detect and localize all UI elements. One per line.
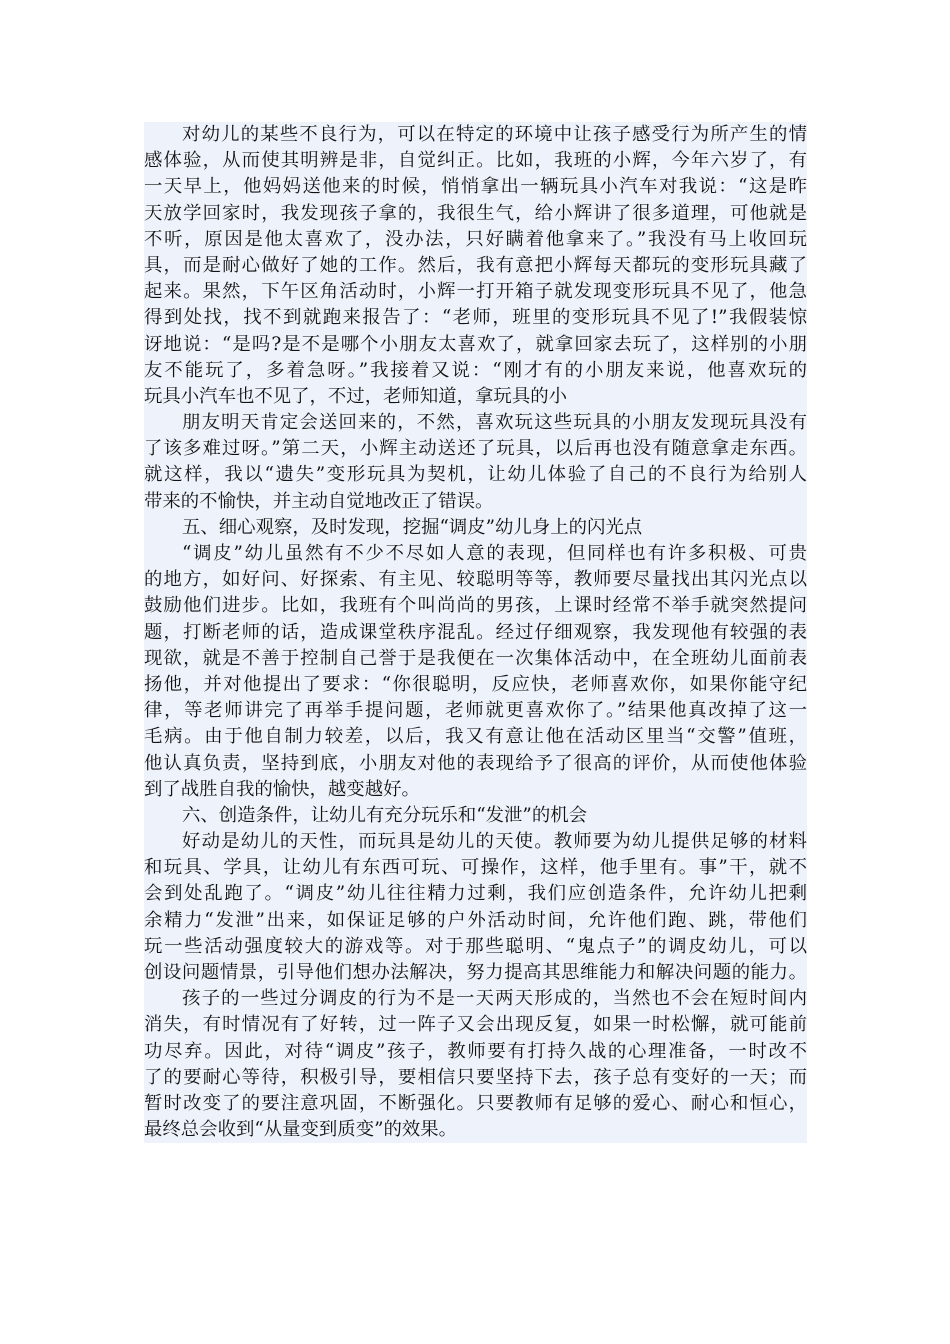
paragraph-line: 会到处乱跑了。“调皮”幼儿往往精力过剩，我们应创造条件，允许幼儿把剩 — [144, 883, 807, 905]
paragraph-line: 消失，有时情况有了好转，过一阵子又会出现反复，如果一时松懈，就可能前 — [144, 1014, 807, 1036]
paragraph-line: 暂时改变了的要注意巩固，不断强化。只要教师有足够的爱心、耐心和恒心， — [144, 1092, 807, 1114]
paragraph-line: 的地方，如好问、好探索、有主见、较聪明等等，教师要尽量找出其闪光点以 — [144, 569, 807, 591]
paragraph-line: 题，打断老师的话，造成课堂秩序混乱。经过仔细观察，我发现他有较强的表 — [144, 621, 807, 643]
paragraph-line: 好动是幼儿的天性，而玩具是幼儿的天使。教师要为幼儿提供足够的材料 — [182, 831, 807, 853]
paragraph-line: “调皮”幼儿虽然有不少不尽如人意的表现，但同样也有许多积极、可贵 — [182, 543, 807, 564]
paragraph-line: 友不能玩了，多着急呀。”我接着又说：“刚才有的小朋友来说，他喜欢玩的 — [144, 359, 807, 381]
article-text-block — [144, 122, 807, 1143]
paragraph-line: 带来的不愉快，并主动自觉地改正了错误。 — [144, 490, 494, 512]
paragraph-line: 他认真负责，坚持到底，小朋友对他的表现给予了很高的评价，从而使他体验 — [144, 752, 807, 774]
paragraph-line: 到了战胜自我的愉快，越变越好。 — [144, 778, 420, 800]
paragraph-line: 和玩具、学具，让幼儿有东西可玩、可操作，这样，他手里有。事”干，就不 — [144, 857, 807, 879]
section-heading-6: 六、创造条件，让幼儿有充分玩乐和“发泄”的机会 — [182, 804, 588, 826]
paragraph-line: 功尽弃。因此，对待“调皮”孩子，教师要有打持久战的心理准备，一时改不 — [144, 1040, 807, 1062]
paragraph-line: 余精力“发泄”出来，如保证足够的户外活动时间，允许他们跑、跳，带他们 — [144, 909, 807, 931]
paragraph-line: 就这样，我以“遗失”变形玩具为契机，让幼儿体验了自己的不良行为给别人 — [144, 464, 807, 486]
paragraph-line: 创设问题情景，引导他们想办法解决，努力提高其思维能力和解决问题的能力。 — [144, 962, 807, 983]
paragraph-line: 朋友明天肯定会送回来的，不然，喜欢玩这些玩具的小朋友发现玩具没有 — [182, 412, 807, 434]
paragraph-line: 讶地说：“是吗?是不是哪个小朋友太喜欢了，就拿回家去玩了，这样别的小朋 — [144, 333, 807, 355]
paragraph-line: 玩一些活动强度较大的游戏等。对于那些聪明、“鬼点子”的调皮幼儿，可以 — [144, 935, 807, 957]
paragraph-line: 对幼儿的某些不良行为，可以在特定的环境中让孩子感受行为所产生的情 — [182, 124, 807, 145]
paragraph-line: 玩具小汽车也不见了，不过，老师知道，拿玩具的小 — [144, 385, 567, 407]
paragraph-line: 律，等老师讲完了再举手提问题，老师就更喜欢你了。”结果他真改掉了这一 — [144, 700, 807, 722]
paragraph-line: 得到处找，找不到就跑来报告了：“老师，班里的变形玩具不见了!”我假装惊 — [144, 307, 807, 329]
paragraph-line: 最终总会收到“从量变到质变”的效果。 — [144, 1119, 458, 1141]
paragraph-line: 了该多难过呀。”第二天，小辉主动送还了玩具，以后再也没有随意拿走东西。 — [144, 438, 807, 460]
paragraph-line: 了的要耐心等待，积极引导，要相信只要坚持下去，孩子总有变好的一天；而 — [144, 1066, 807, 1088]
paragraph-line: 具，而是耐心做好了她的工作。然后，我有意把小辉每天都玩的变形玩具藏了 — [144, 254, 807, 276]
paragraph-line: 现欲，就是不善于控制自己誉于是我便在一次集体活动中，在全班幼儿面前表 — [144, 647, 807, 669]
paragraph-line: 天放学回家时，我发现孩子拿的，我很生气，给小辉讲了很多道理，可他就是 — [144, 202, 807, 224]
paragraph-line: 鼓励他们进步。比如，我班有个叫尚尚的男孩，上课时经常不举手就突然提问 — [144, 595, 807, 617]
paragraph-line: 一天早上，他妈妈送他来的时候，悄悄拿出一辆玩具小汽车对我说：“这是昨 — [144, 176, 807, 198]
paragraph-line: 感体验，从而使其明辨是非，自觉纠正。比如，我班的小辉，今年六岁了，有 — [144, 150, 807, 172]
paragraph-line: 不听，原因是他太喜欢了，没办法，只好瞒着他拿来了。”我没有马上收回玩 — [144, 228, 807, 250]
paragraph-line: 孩子的一些过分调皮的行为不是一天两天形成的，当然也不会在短时间内 — [182, 988, 807, 1010]
paragraph-line: 毛病。由于他自制力较差，以后，我又有意让他在活动区里当“交警”值班， — [144, 726, 807, 748]
section-heading-5: 五、细心观察，及时发现，挖掘“调皮”幼儿身上的闪光点 — [182, 516, 643, 538]
paragraph-line: 起来。果然，下午区角活动时，小辉一打开箱子就发现变形玩具不见了，他急 — [144, 281, 807, 303]
paragraph-line: 扬他，并对他提出了要求：“你很聪明，反应快，老师喜欢你，如果你能守纪 — [144, 673, 807, 695]
